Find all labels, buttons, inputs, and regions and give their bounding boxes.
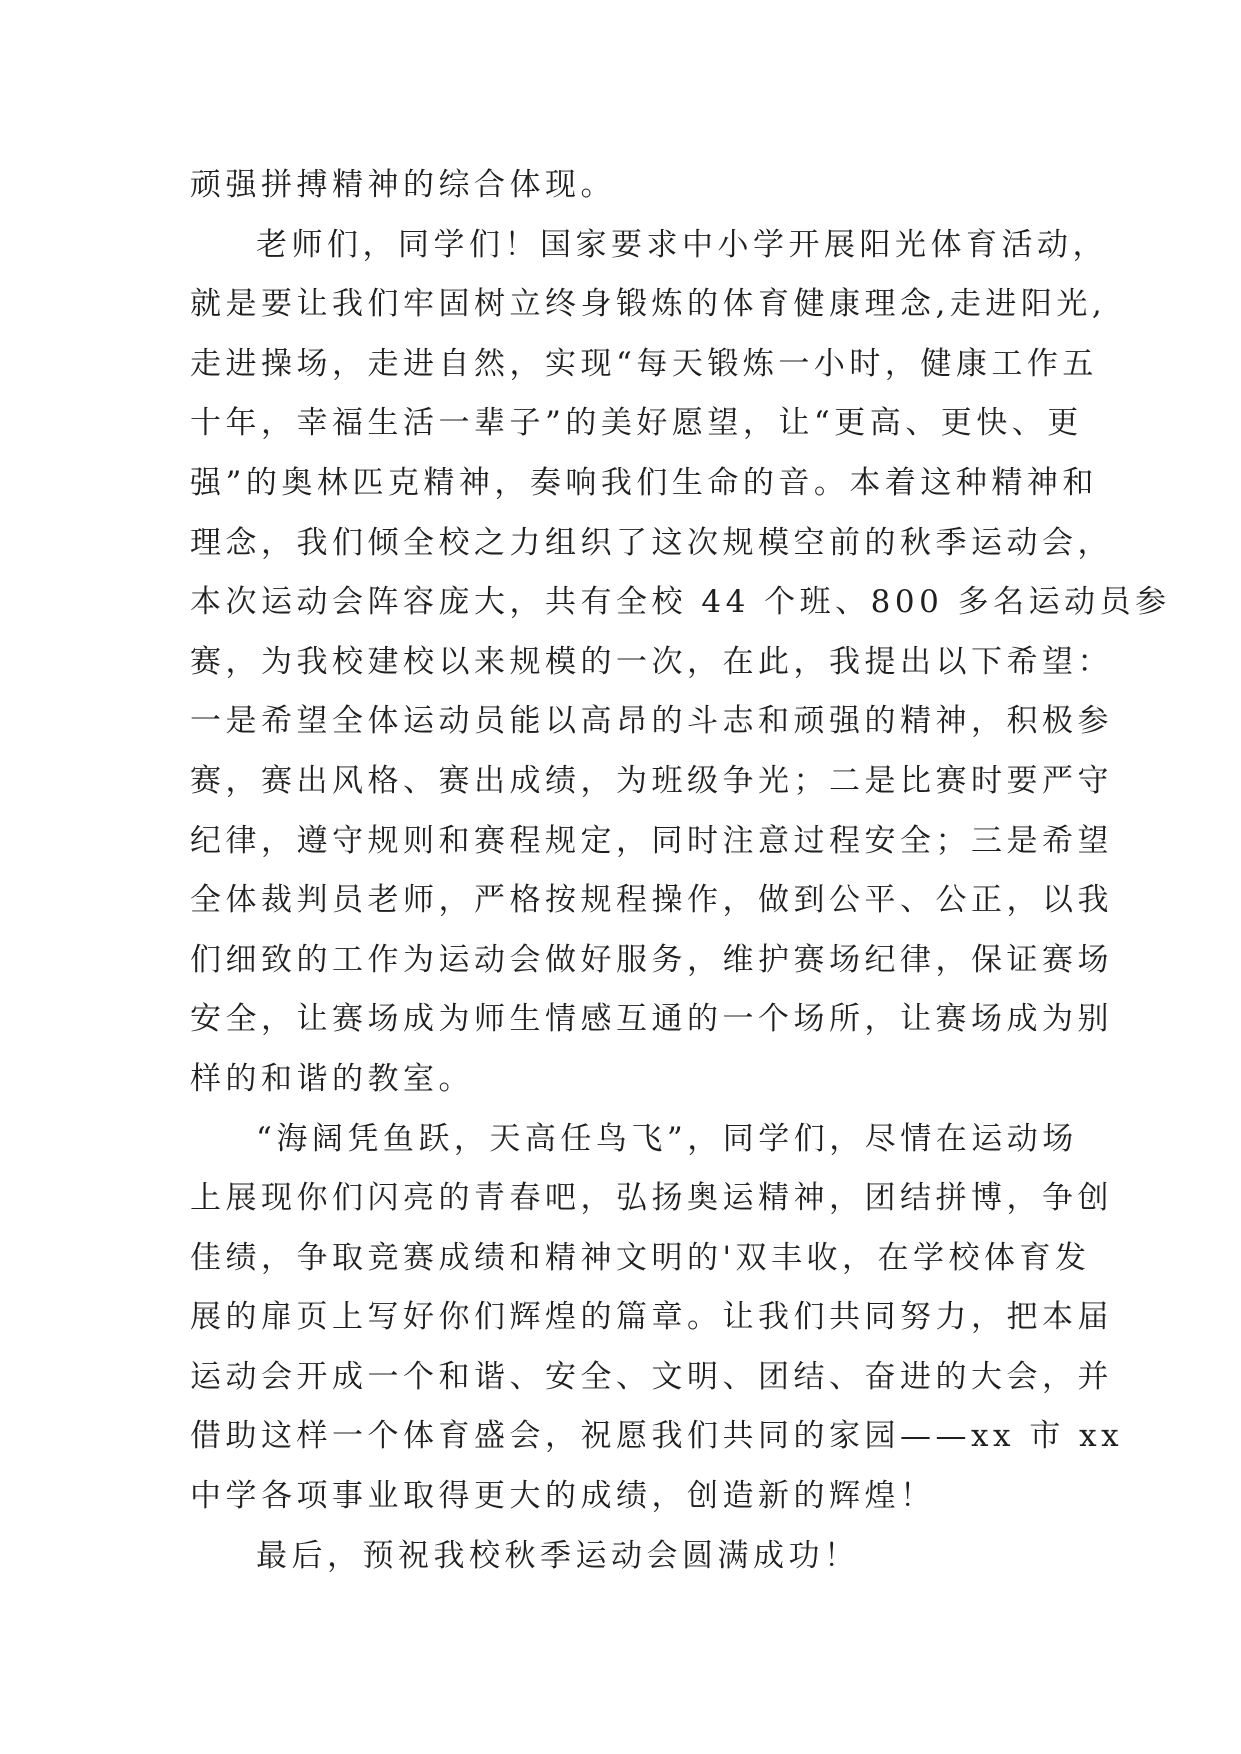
- text-line: 十年，幸福生活一辈子”的美好愿望，让“更高、更快、更: [190, 405, 1083, 442]
- text-line: 强”的奥林匹克精神，奏响我们生命的音。本着这种精神和: [190, 464, 1098, 501]
- text-line: 赛，赛出风格、赛出成绩，为班级争光；二是比赛时要严守: [190, 762, 1113, 799]
- text-line: 们细致的工作为运动会做好服务，维护赛场纪律，保证赛场: [190, 941, 1113, 978]
- text-line: 展的扉页上写好你们辉煌的篇章。让我们共同努力，把本届: [190, 1299, 1113, 1336]
- text-line: 运动会开成一个和谐、安全、文明、团结、奋进的大会，并: [190, 1358, 1113, 1395]
- text-line: 佳绩，争取竞赛成绩和精神文明的'双丰收，在学校体育发: [190, 1239, 1091, 1276]
- paragraph-start-line: 老师们，同学们！国家要求中小学开展阳光体育活动，: [256, 226, 1108, 263]
- text-line: 借助这样一个体育盛会，祝愿我们共同的家园——xx 市 xx: [190, 1418, 1124, 1455]
- text-line: 样的和谐的教室。: [190, 1060, 474, 1097]
- text-line: 上展现你们闪亮的青春吧，弘扬奥运精神，团结拼博，争创: [190, 1180, 1113, 1217]
- paragraph-start-line: 最后，预祝我校秋季运动会圆满成功！: [256, 1537, 860, 1574]
- text-line: 纪律，遵守规则和赛程规定，同时注意过程安全；三是希望: [190, 822, 1113, 859]
- paragraph-start-line: “海阔凭鱼跃，天高任鸟飞”，同学们，尽情在运动场: [256, 1120, 1078, 1157]
- text-line: 顽强拼搏精神的综合体现。: [190, 167, 616, 203]
- text-line: 中学各项事业取得更大的成绩，创造新的辉煌！: [190, 1478, 936, 1515]
- text-line: 就是要让我们牢固树立终身锻炼的体育健康理念,走进阳光,: [190, 286, 1107, 323]
- text-line: 赛，为我校建校以来规模的一次，在此，我提出以下希望：: [190, 643, 1113, 680]
- text-line: 本次运动会阵容庞大，共有全校 44 个班、800 多名运动员参: [190, 584, 1171, 621]
- text-line: 安全，让赛场成为师生情感互通的一个场所，让赛场成为别: [190, 1001, 1113, 1038]
- text-line: 一是希望全体运动员能以高昂的斗志和顽强的精神，积极参: [190, 703, 1113, 740]
- text-line: 走进操场，走进自然，实现“每天锻炼一小时，健康工作五: [190, 345, 1098, 382]
- body-text: [190, 156, 1171, 1586]
- text-line: 全体裁判员老师，严格按规程操作，做到公平、公正，以我: [190, 882, 1113, 919]
- text-line: 理念，我们倾全校之力组织了这次规模空前的秋季运动会，: [190, 524, 1113, 561]
